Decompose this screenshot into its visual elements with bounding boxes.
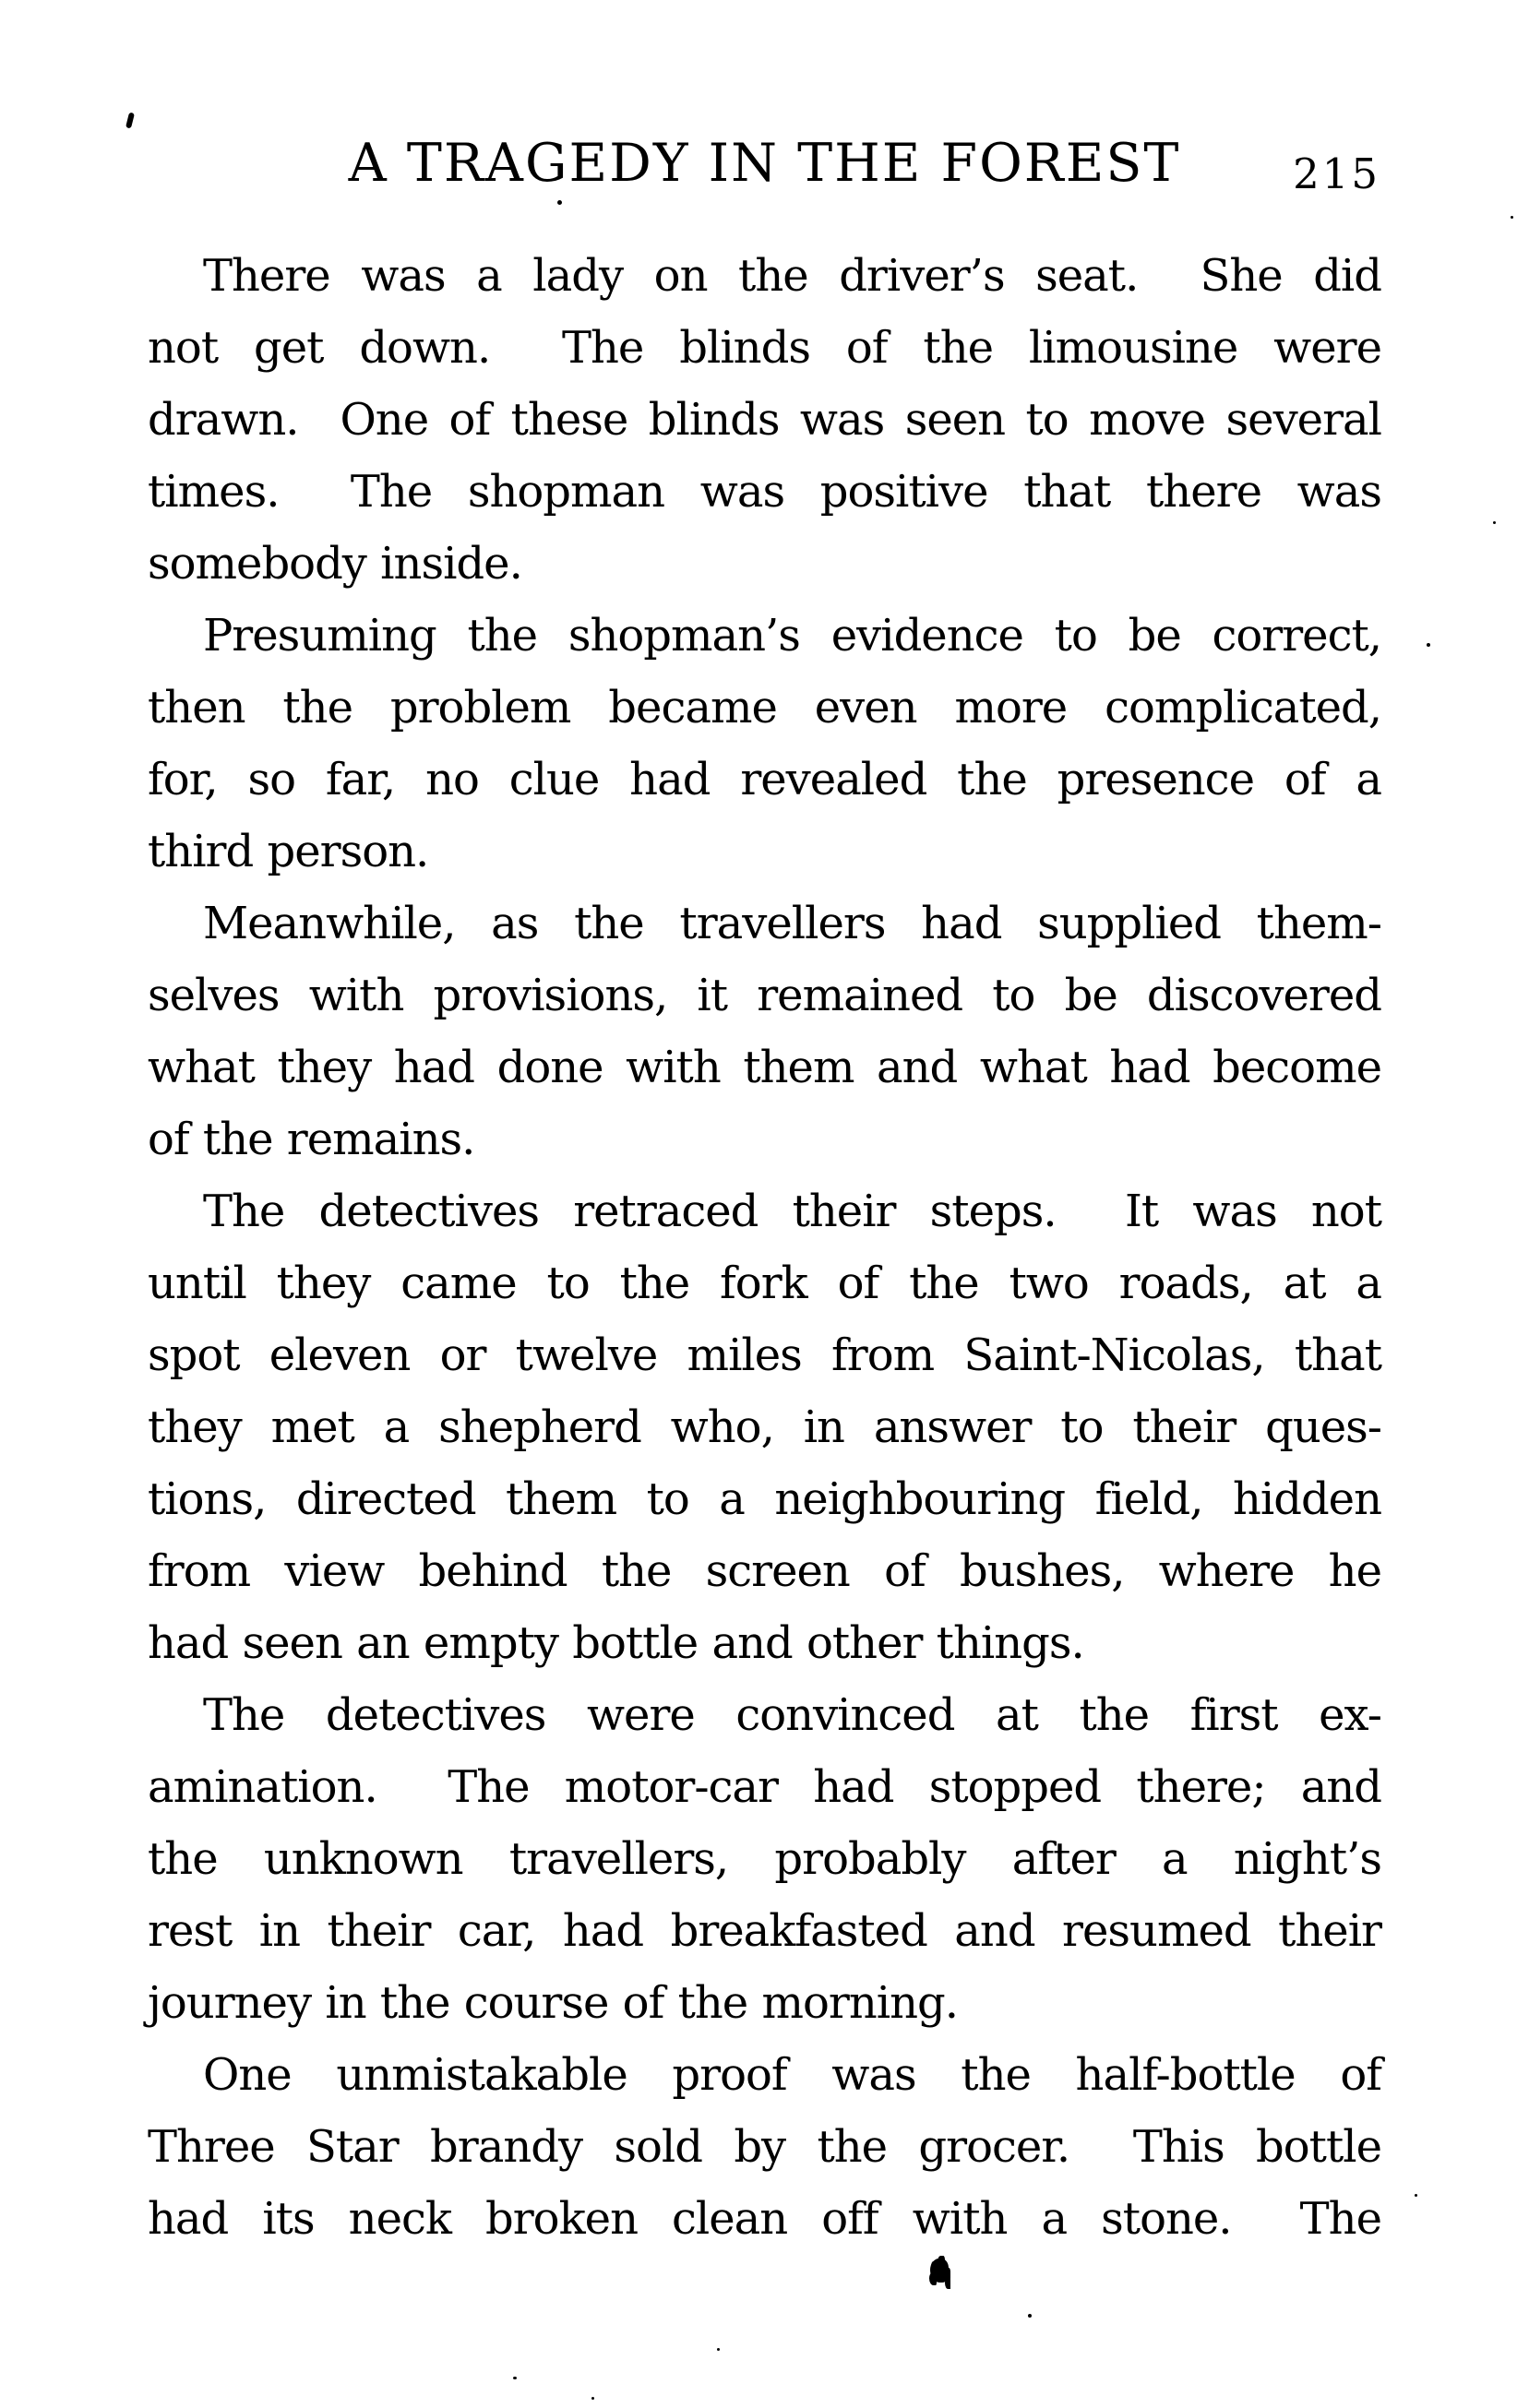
- ink-speck: [1511, 216, 1513, 219]
- ink-speck: [717, 2348, 720, 2351]
- paragraph: [148, 2039, 1381, 2255]
- ink-speck: [1493, 521, 1496, 524]
- text-line: The detectives were convinced at the first ex-: [203, 1689, 1381, 1741]
- ink-speck: [1415, 2194, 1417, 2197]
- paragraph: [148, 1175, 1381, 1679]
- ink-blot: [930, 2259, 949, 2283]
- text-line: drawn. One of these blinds was seen to move several: [148, 394, 1381, 446]
- text-line: third person.: [148, 826, 429, 877]
- ink-speck: [591, 2397, 594, 2400]
- text-line: had seen an empty bottle and other things.: [148, 1617, 1084, 1669]
- text-line: There was a lady on the driver’s seat. She did: [203, 250, 1381, 302]
- ink-speck: [513, 2377, 517, 2379]
- text-line: from view behind the screen of bushes, where he: [148, 1545, 1381, 1597]
- stray-ink-stroke: [125, 113, 135, 129]
- ink-speck: [1427, 643, 1430, 647]
- text-line: what they had done with them and what had become: [148, 1042, 1381, 1093]
- text-line: Presuming the shopman’s evidence to be correct,: [203, 610, 1381, 662]
- text-line: rest in their car, had breakfasted and resumed their: [148, 1905, 1381, 1957]
- text-line: selves with provisions, it remained to be discovered: [148, 970, 1381, 1021]
- text-line: for, so far, no clue had revealed the presence of a: [148, 754, 1381, 805]
- page-number: 215: [1293, 149, 1380, 198]
- text-line: the unknown travellers, probably after a night’s: [148, 1833, 1381, 1885]
- text-line: Meanwhile, as the travellers had supplied them-: [203, 898, 1381, 949]
- text-line: amination. The motor-car had stopped there; and: [148, 1761, 1381, 1813]
- ink-speck: [1028, 2314, 1032, 2318]
- text-line: they met a shepherd who, in answer to their ques-: [148, 1401, 1381, 1453]
- text-line: Three Star brandy sold by the grocer. This bottle: [148, 2121, 1381, 2173]
- text-line: spot eleven or twelve miles from Saint-Nicolas, that: [148, 1329, 1381, 1381]
- text-line: One unmistakable proof was the half-bottle of: [203, 2049, 1381, 2101]
- text-line: The detectives retraced their steps. It was not: [203, 1186, 1381, 1237]
- body-text: [148, 240, 1381, 2255]
- paragraph: [148, 1679, 1381, 2039]
- text-line: journey in the course of the morning.: [148, 1977, 958, 2029]
- page-title: A TRAGEDY IN THE FOREST: [348, 133, 1181, 194]
- text-line: not get down. The blinds of the limousine were: [148, 322, 1381, 374]
- paragraph: [148, 888, 1381, 1175]
- ink-speck: [557, 200, 562, 205]
- text-line: of the remains.: [148, 1114, 475, 1165]
- text-line: somebody inside.: [148, 538, 522, 590]
- text-line: tions, directed them to a neighbouring field, hidden: [148, 1473, 1381, 1525]
- text-line: then the problem became even more complicated,: [148, 682, 1381, 733]
- text-line: times. The shopman was positive that there was: [148, 466, 1381, 518]
- paragraph: [148, 600, 1381, 888]
- paragraph: [148, 240, 1381, 600]
- text-line: until they came to the fork of the two roads, at a: [148, 1258, 1381, 1309]
- text-line: had its neck broken clean off with a stone. The: [148, 2193, 1381, 2245]
